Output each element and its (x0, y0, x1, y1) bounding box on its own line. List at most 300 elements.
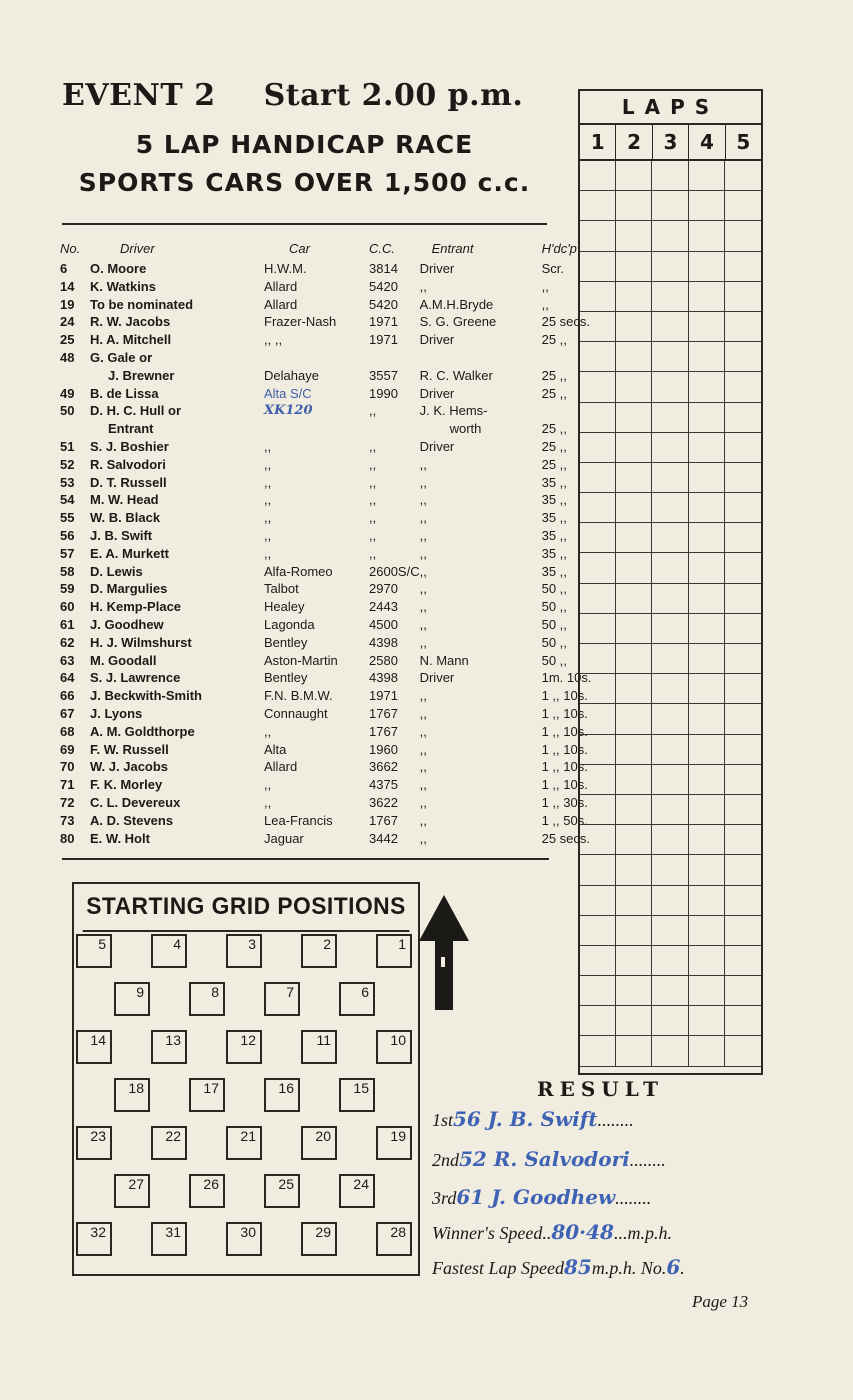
entry-entrant: ,, (419, 563, 427, 579)
entry-car: Healey (264, 599, 305, 615)
entry-cc: 3814 (369, 261, 398, 276)
lap-cell (616, 463, 652, 493)
page-number: Page 13 (692, 1292, 749, 1311)
grid-position: 23 (76, 1126, 112, 1160)
entry-entrant: ,, (419, 759, 427, 775)
lap-cell (616, 855, 652, 885)
entry-row (60, 278, 591, 296)
entry-entrant: N. Mann (419, 652, 469, 668)
col-entrant: Entrant (431, 240, 474, 256)
entry-no: 67 (60, 705, 75, 721)
lap-cell (580, 523, 616, 553)
lap-cell (725, 403, 761, 433)
entry-no: 60 (60, 599, 75, 615)
entry-entrant: ,, (419, 812, 427, 828)
entry-entrant: ,, (419, 474, 427, 490)
lap-cell (580, 765, 616, 795)
entry-entrant: A.M.H.Bryde (419, 296, 494, 312)
grid-position: 4 (151, 934, 187, 968)
entry-driver: J. B. Swift (90, 527, 153, 543)
lap-cell (725, 342, 761, 372)
entry-entrant: ,, (419, 456, 427, 472)
lap-cell (689, 282, 725, 312)
lap-cell (652, 342, 688, 372)
entry-no: 72 (60, 794, 75, 810)
entry-driver: F. W. Russell (90, 741, 169, 757)
entry-cc: 2970 (369, 581, 398, 597)
entry-row (60, 598, 591, 616)
fastest-lap: Fastest Lap Speed85m.p.h. No.6. (432, 1255, 685, 1279)
lap-cell (689, 523, 725, 553)
entry-car: ,, (264, 492, 272, 508)
entry-row (60, 474, 591, 492)
lap-cell (580, 553, 616, 583)
entry-no: 52 (60, 456, 75, 472)
entry-entrant: ,, (419, 688, 427, 704)
entry-driver: D. Margulies (90, 581, 168, 597)
lap-cell (580, 342, 616, 372)
lap-cell (616, 433, 652, 463)
entry-no: 55 (60, 510, 75, 526)
lap-cell (616, 312, 652, 342)
lap-cell (689, 644, 725, 674)
entry-no: 57 (60, 545, 75, 561)
lap-cell (580, 221, 616, 251)
lap-cell (616, 765, 652, 795)
entry-driver: S. J. Boshier (90, 438, 169, 454)
lap-cell (616, 614, 652, 644)
grid-positions (74, 932, 418, 1272)
entry-entrant: S. G. Greene (419, 314, 497, 330)
entry-row (60, 776, 591, 794)
lap-cell (725, 674, 761, 704)
lap-cell (580, 735, 616, 765)
entry-row (60, 794, 591, 812)
entry-car: Aston-Martin (264, 652, 338, 668)
lap-cell (689, 735, 725, 765)
entry-car: Alta S/C (264, 385, 312, 401)
lap-cell (580, 191, 616, 221)
lap-cell (725, 252, 761, 282)
entry-no: 53 (60, 474, 75, 490)
entry-driver: A. M. Goldthorpe (90, 723, 195, 739)
entry-row (60, 349, 591, 367)
lap-cell (652, 916, 688, 946)
entry-hcp: 50 ,, (541, 581, 567, 597)
entry-cc: ,, (369, 456, 377, 472)
entry-cc: 3557 (369, 367, 398, 383)
entry-row (60, 758, 591, 776)
lap-cell (725, 161, 761, 191)
entry-hcp: 50 ,, (541, 616, 567, 632)
entry-hcp: 50 ,, (541, 652, 567, 668)
lap-cell (616, 704, 652, 734)
entry-row (60, 313, 591, 331)
lap-cell (652, 493, 688, 523)
entry-driver: O. Moore (90, 261, 147, 276)
entry-entrant: ,, (419, 705, 427, 721)
grid-position: 1 (376, 934, 412, 968)
lap-cell (580, 704, 616, 734)
entry-row (60, 509, 591, 527)
entry-cc: 3442 (369, 830, 398, 846)
lap-cell (689, 855, 725, 885)
grid-position: 6 (339, 982, 375, 1016)
entry-cc: 1971 (369, 688, 398, 704)
entry-driver: W. B. Black (90, 510, 161, 526)
lap-number: 4 (689, 125, 725, 159)
lap-cell (616, 403, 652, 433)
entry-cc: 4398 (369, 670, 398, 686)
entry-row (60, 402, 591, 420)
entry-cc: 1971 (369, 314, 398, 330)
lap-cell (689, 493, 725, 523)
grid-position: 21 (226, 1126, 262, 1160)
race-title: 5 LAP HANDICAP RACE (135, 130, 474, 159)
entry-car: Talbot (264, 581, 299, 597)
entry-no: 70 (60, 759, 75, 775)
lap-cell (689, 976, 725, 1006)
entry-car: H.W.M. (264, 261, 307, 276)
lap-number: 5 (736, 130, 751, 154)
lap-cell (725, 221, 761, 251)
entry-driver: W. J. Jacobs (90, 759, 169, 775)
entry-row (60, 652, 591, 670)
entry-driver: D. T. Russell (90, 474, 167, 490)
lap-cell (652, 553, 688, 583)
col-handicap: H'dc'p (541, 240, 577, 256)
entry-car: ,, (264, 794, 272, 810)
lap-cell (725, 644, 761, 674)
entry-car: ,, (264, 474, 272, 490)
entry-entrant: Driver (419, 438, 455, 454)
entry-car (264, 349, 369, 367)
lap-cell (725, 493, 761, 523)
entry-driver: E. W. Holt (90, 830, 150, 846)
entry-entrant: ,, (419, 777, 427, 793)
entry-no: 48 (60, 349, 75, 365)
entry-hcp: 1 ,, 10s. (541, 741, 588, 757)
entries-divider (62, 858, 549, 860)
col-cc: C.C. (369, 240, 395, 256)
entry-driver: J. Beckwith-Smith (90, 688, 202, 704)
lap-cell (689, 372, 725, 402)
entry-entrant: ,, (419, 741, 427, 757)
entry-row (60, 491, 591, 509)
lap-cell (580, 463, 616, 493)
lap-cell (652, 372, 688, 402)
lap-cell (616, 553, 652, 583)
entry-cc: 5420 (369, 278, 398, 294)
entry-cc: ,, (369, 403, 377, 419)
lap-cell (580, 372, 616, 402)
entry-driver: M. Goodall (90, 652, 157, 668)
lap-cell (725, 282, 761, 312)
lap-cell (580, 433, 616, 463)
grid-position: 26 (189, 1174, 225, 1208)
lap-cell (616, 191, 652, 221)
direction-arrow-icon (419, 895, 469, 1010)
lap-cell (652, 161, 688, 191)
entry-no: 61 (60, 616, 75, 632)
lap-cell (580, 1036, 616, 1066)
entry-entrant: ,, (419, 581, 427, 597)
entry-car (264, 420, 369, 438)
entry-no: 6 (60, 261, 68, 276)
entry-hcp: 50 ,, (541, 599, 567, 615)
lap-cell (580, 795, 616, 825)
entry-row (60, 741, 591, 759)
entry-driver: Entrant (108, 421, 154, 437)
entry-driver: H. A. Mitchell (90, 332, 172, 348)
entry-car: Delahaye (264, 367, 319, 383)
entry-cc: ,, (369, 510, 377, 526)
entry-driver: H. J. Wilmshurst (90, 634, 192, 650)
grid-position: 16 (264, 1078, 300, 1112)
race-class: SPORTS CARS OVER 1,500 c.c. (78, 168, 531, 197)
winners-speed: Winner's Speed..80·48...m.p.h. (432, 1220, 672, 1244)
lap-cell (689, 825, 725, 855)
entry-row (60, 669, 591, 687)
entry-no (60, 420, 90, 438)
entry-no: 80 (60, 830, 75, 846)
lap-number: 2 (616, 125, 652, 159)
lap-cell (725, 825, 761, 855)
lap-cell (725, 1036, 761, 1066)
entry-car: Frazer-Nash (264, 314, 337, 330)
entry-no: 19 (60, 296, 75, 312)
lap-cell (725, 946, 761, 976)
entry-car: ,, (264, 456, 272, 472)
entry-row (60, 616, 591, 634)
lap-cell (616, 372, 652, 402)
grid-position: 19 (376, 1126, 412, 1160)
grid-position: 13 (151, 1030, 187, 1064)
entry-hcp: 35 ,, (541, 492, 567, 508)
lap-cell (725, 372, 761, 402)
winners-speed-value: 80·48 (551, 1220, 614, 1244)
lap-cell (725, 795, 761, 825)
lap-cell (652, 855, 688, 885)
lap-cell (652, 463, 688, 493)
lap-cell (652, 644, 688, 674)
event-title (62, 78, 523, 113)
entry-cc: 1767 (369, 705, 398, 721)
entry-cc: ,, (369, 438, 377, 454)
entry-driver: D. H. C. Hull or (90, 403, 181, 419)
lap-cell (725, 584, 761, 614)
lap-cell (652, 1006, 688, 1036)
lap-numbers (580, 125, 761, 161)
lap-cell (616, 161, 652, 191)
entry-hcp: 25 ,, (541, 421, 567, 437)
entry-hcp: 1 ,, 30s. (541, 794, 588, 810)
entry-list-header (60, 240, 591, 260)
entry-driver: To be nominated (90, 296, 194, 312)
entry-entrant: ,, (419, 492, 427, 508)
grid-position: 22 (151, 1126, 187, 1160)
lap-cell (580, 161, 616, 191)
entry-no: 54 (60, 492, 75, 508)
entry-no: 56 (60, 527, 75, 543)
entry-no: 58 (60, 563, 75, 579)
entry-row (60, 812, 591, 830)
lap-cell (616, 1036, 652, 1066)
entry-driver: M. W. Head (90, 492, 159, 508)
lap-cell (616, 584, 652, 614)
entry-row (60, 687, 591, 705)
lap-cell (725, 433, 761, 463)
lap-cell (725, 765, 761, 795)
grid-position: 18 (114, 1078, 150, 1112)
lap-cell (580, 312, 616, 342)
entry-row (60, 260, 591, 278)
lap-cell (616, 795, 652, 825)
lap-cell (652, 825, 688, 855)
entry-no: 49 (60, 385, 75, 401)
lap-cell (689, 916, 725, 946)
entry-row (60, 563, 591, 581)
grid-position: 2 (301, 934, 337, 968)
entry-no: 63 (60, 652, 75, 668)
entry-driver: H. Kemp-Place (90, 599, 182, 615)
lap-cell (689, 584, 725, 614)
entry-hcp: 25 ,, (541, 367, 567, 383)
event-label: EVENT 2 (62, 78, 216, 113)
entry-no: 64 (60, 670, 75, 686)
lap-cell (580, 493, 616, 523)
entry-row (60, 705, 591, 723)
entry-entrant (420, 349, 542, 367)
lap-cell (689, 704, 725, 734)
entry-cc (369, 420, 420, 438)
entry-car: ,, (264, 510, 272, 526)
entry-hcp: 35 ,, (541, 474, 567, 490)
grid-position: 29 (301, 1222, 337, 1256)
entry-hcp: 35 ,, (541, 545, 567, 561)
grid-position: 24 (339, 1174, 375, 1208)
entry-entrant: ,, (419, 278, 427, 294)
entry-entrant: J. K. Hems- (419, 403, 488, 419)
entry-cc: 3662 (369, 759, 398, 775)
entry-driver: B. de Lissa (90, 385, 159, 401)
grid-position: 11 (301, 1030, 337, 1064)
result-title: RESULT (537, 1077, 665, 1101)
entry-driver: A. D. Stevens (90, 812, 174, 828)
entry-entrant: R. C. Walker (419, 367, 493, 383)
lap-cell (725, 463, 761, 493)
entry-car: Alfa-Romeo (264, 563, 333, 579)
lap-cell (580, 855, 616, 885)
lap-cell (616, 735, 652, 765)
result-second: 2nd52 R. Salvodori........ (432, 1147, 666, 1171)
lap-cell (580, 1006, 616, 1036)
entry-car: F.N. B.M.W. (264, 688, 333, 704)
grid-position: 32 (76, 1222, 112, 1256)
grid-position: 28 (376, 1222, 412, 1256)
grid-position: 31 (151, 1222, 187, 1256)
entry-no: 25 (60, 332, 75, 348)
lap-cell (689, 886, 725, 916)
entry-no (60, 367, 90, 385)
entry-car: Allard (264, 278, 298, 294)
lap-cell (580, 916, 616, 946)
second-place-value: 52 R. Salvodori (459, 1147, 630, 1171)
entry-car: Connaught (264, 705, 328, 721)
entry-hcp: 25 ,, (541, 438, 567, 454)
lap-cell (725, 312, 761, 342)
lap-cell (652, 252, 688, 282)
laps-title: LAPS (580, 91, 761, 125)
fastest-lap-car-no: 6 (666, 1255, 681, 1279)
entry-no: 59 (60, 581, 75, 597)
lap-cell (616, 342, 652, 372)
entry-cc: ,, (369, 527, 377, 543)
lap-cell (689, 403, 725, 433)
entry-cc (369, 349, 420, 367)
entry-entrant: ,, (419, 634, 427, 650)
first-place-value: 56 J. B. Swift (453, 1107, 598, 1131)
entry-driver: S. J. Lawrence (90, 670, 181, 686)
entry-driver: R. W. Jacobs (90, 314, 171, 330)
lap-cell (616, 282, 652, 312)
entry-entrant: ,, (419, 527, 427, 543)
lap-cell (725, 523, 761, 553)
lap-cell (616, 252, 652, 282)
lap-number: 1 (580, 125, 616, 159)
entry-no: 51 (60, 438, 75, 454)
lap-cell (652, 584, 688, 614)
entry-car: Jaguar (264, 830, 304, 846)
entry-row (60, 296, 591, 314)
lap-cell (689, 433, 725, 463)
lap-cell (616, 976, 652, 1006)
lap-cell (689, 221, 725, 251)
lap-cell (689, 674, 725, 704)
entry-driver: J. Lyons (90, 705, 143, 721)
entry-car: Lea-Francis (264, 812, 333, 828)
lap-cell (652, 282, 688, 312)
grid-position: 9 (114, 982, 150, 1016)
grid-position: 5 (76, 934, 112, 968)
lap-cell (616, 916, 652, 946)
lap-cell (580, 252, 616, 282)
lap-cell (689, 463, 725, 493)
lap-cell (689, 161, 725, 191)
entry-car: Allard (264, 296, 298, 312)
lap-cell (689, 342, 725, 372)
entry-car: ,, (264, 545, 272, 561)
lap-cell (652, 523, 688, 553)
entry-cc: ,, (369, 545, 377, 561)
entry-row (60, 634, 591, 652)
entry-hcp: 25 ,, (541, 332, 567, 348)
entry-car: Alta (264, 741, 287, 757)
entry-entrant: Driver (419, 261, 455, 276)
entry-row (60, 420, 591, 438)
entry-no: 24 (60, 314, 75, 330)
lap-cell (652, 403, 688, 433)
entry-row (60, 527, 591, 545)
entry-no: 68 (60, 723, 75, 739)
lap-cell (652, 312, 688, 342)
lap-cell (580, 644, 616, 674)
lap-cell (725, 735, 761, 765)
entry-cc: 2580 (369, 652, 398, 668)
lap-cell (725, 191, 761, 221)
lap-cell (689, 553, 725, 583)
entry-cc: 1960 (369, 741, 398, 757)
